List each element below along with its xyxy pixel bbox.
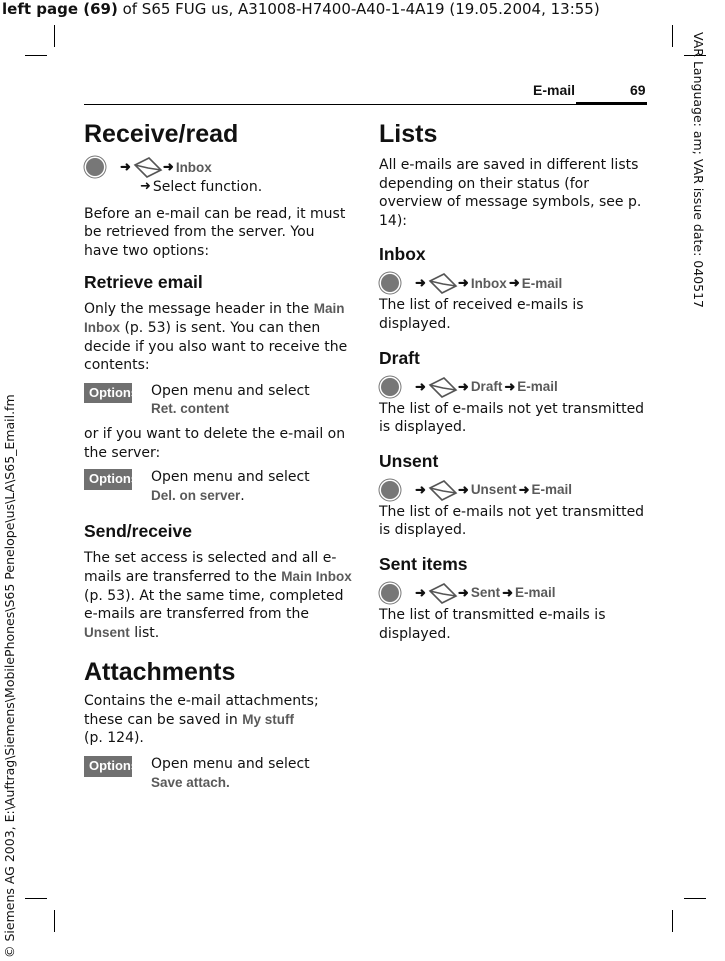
option-item-ret-content: Ret. content bbox=[151, 401, 230, 417]
arrow-right-icon: ➜ bbox=[457, 584, 469, 600]
send-main-inbox: Main Inbox bbox=[281, 568, 352, 584]
arrow-right-icon: ➜ bbox=[504, 378, 516, 394]
option-row-del-server bbox=[84, 468, 352, 505]
paragraph-send-receive bbox=[84, 549, 352, 642]
envelope-icon bbox=[428, 582, 458, 604]
heading-sent-items: Sent items bbox=[379, 553, 468, 574]
heading-receive-read: Receive/read bbox=[84, 120, 239, 148]
arrow-right-icon: ➜ bbox=[502, 584, 513, 600]
heading-send-receive: Send/receive bbox=[84, 521, 192, 542]
paragraph-retrieve bbox=[84, 300, 352, 374]
option-row-ret-content bbox=[84, 382, 352, 419]
option-description bbox=[151, 468, 310, 505]
arrow-right-icon: ➜ bbox=[415, 584, 426, 600]
option-text: Open menu and select bbox=[151, 382, 310, 399]
crop-mark bbox=[672, 910, 673, 932]
print-header-rest: of S65 FUG us, A31008-H7400-A40-1-4A19 (19.05.2004, 13:55) bbox=[117, 0, 600, 18]
option-row-save-attach bbox=[84, 755, 352, 792]
arrow-right-icon: ➜ bbox=[140, 179, 151, 194]
menu-item-unsent: Unsent bbox=[470, 482, 517, 498]
arrow-right-icon: ➜ bbox=[162, 159, 174, 174]
paragraph-draft: The list of e-mails not yet transmitted is displayed. bbox=[379, 400, 645, 436]
menu-item-sent: Sent bbox=[470, 585, 501, 601]
arrow-right-icon: ➜ bbox=[457, 481, 469, 497]
menu-item-inbox: Inbox bbox=[175, 159, 212, 175]
page-number: 69 bbox=[630, 82, 646, 98]
select-function-text: Select function. bbox=[152, 179, 263, 195]
heading-attachments: Attachments bbox=[84, 658, 236, 687]
option-text: Open menu and select bbox=[151, 756, 310, 773]
joystick-press-icon bbox=[381, 378, 399, 396]
menu-path-inbox bbox=[379, 272, 647, 294]
envelope-icon bbox=[428, 272, 458, 294]
options-softkey: Options bbox=[84, 469, 132, 490]
menu-item-email: E-mail bbox=[514, 585, 556, 601]
attach-my-stuff: My stuff bbox=[242, 711, 294, 727]
arrow-right-icon: ➜ bbox=[457, 275, 469, 291]
option-item-save-attach: Save attach. bbox=[151, 774, 230, 790]
send-unsent: Unsent bbox=[84, 624, 130, 640]
right-column bbox=[379, 118, 647, 643]
joystick-press-icon bbox=[381, 481, 399, 499]
arrow-right-icon: ➜ bbox=[457, 378, 469, 394]
option-period: . bbox=[240, 487, 245, 504]
menu-path-draft bbox=[379, 376, 647, 398]
paragraph-or-delete: or if you want to delete the e-mail on the server: bbox=[84, 425, 346, 461]
option-description bbox=[151, 382, 310, 419]
paragraph-attachments bbox=[84, 692, 352, 748]
menu-path-receive bbox=[84, 156, 352, 178]
retrieve-text-1: Only the message header in the bbox=[84, 301, 314, 318]
header-rule bbox=[84, 104, 647, 105]
paragraph-unsent: The list of e-mails not yet transmitted is displayed. bbox=[379, 503, 645, 539]
crop-mark bbox=[672, 25, 673, 47]
paragraph-sent: The list of transmitted e-mails is displayed. bbox=[379, 606, 606, 642]
joystick-press-icon bbox=[86, 158, 104, 176]
menu-path-sent bbox=[379, 582, 647, 604]
crop-mark bbox=[25, 898, 47, 899]
heading-unsent: Unsent bbox=[379, 450, 439, 471]
envelope-icon bbox=[133, 156, 163, 178]
paragraph-receive-intro: Before an e-mail can be read, it must be retrieved from the server. You have two options: bbox=[84, 205, 346, 259]
menu-item-email: E-mail bbox=[531, 482, 572, 498]
options-softkey: Options bbox=[84, 756, 132, 777]
print-header-bold: left page (69) bbox=[2, 0, 118, 18]
arrow-right-icon: ➜ bbox=[415, 481, 426, 497]
print-header-line bbox=[2, 0, 600, 18]
crop-mark bbox=[54, 910, 55, 932]
menu-item-inbox: Inbox bbox=[470, 275, 507, 291]
arrow-right-icon: ➜ bbox=[415, 378, 426, 394]
menu-path-unsent bbox=[379, 479, 647, 501]
joystick-press-icon bbox=[381, 274, 399, 292]
arrow-right-icon: ➜ bbox=[508, 275, 520, 291]
left-column bbox=[84, 118, 352, 792]
arrow-right-icon: ➜ bbox=[518, 481, 530, 497]
running-header-title: E-mail bbox=[533, 82, 576, 98]
paragraph-lists-intro: All e-mails are saved in different lists depending on their status (for overview of message symbols, see p. 14): bbox=[379, 157, 642, 229]
arrow-right-icon: ➜ bbox=[415, 275, 426, 291]
menu-item-email: E-mail bbox=[517, 379, 558, 395]
option-text: Open menu and select bbox=[151, 469, 310, 486]
option-description bbox=[151, 755, 310, 792]
heading-draft: Draft bbox=[379, 347, 420, 368]
attach-text-2: (p. 124). bbox=[84, 730, 144, 747]
retrieve-main-inbox: Main Inbox bbox=[84, 301, 345, 335]
envelope-icon bbox=[428, 376, 458, 398]
envelope-icon bbox=[428, 479, 458, 501]
heading-inbox: Inbox bbox=[379, 244, 426, 265]
send-text-1: The set access is selected and all e-mails are transferred to the bbox=[84, 550, 337, 585]
send-text-3: list. bbox=[129, 624, 160, 641]
arrow-right-icon: ➜ bbox=[120, 159, 131, 174]
menu-item-email: E-mail bbox=[521, 275, 563, 291]
crop-mark bbox=[684, 898, 706, 899]
menu-path-select bbox=[140, 178, 352, 197]
crop-mark bbox=[25, 55, 47, 56]
header-rule-thick bbox=[576, 102, 647, 105]
side-note-left: © Siemens AG 2003, E:\Auftrag\Siemens\MobilePhones\S65 Penelope\us\LA\S65_Email.fm bbox=[2, 394, 17, 958]
options-softkey: Options bbox=[84, 383, 132, 404]
paragraph-inbox: The list of received e-mails is displayed. bbox=[379, 297, 584, 332]
menu-item-draft: Draft bbox=[470, 379, 503, 395]
retrieve-text-2: (p. 53) is sent. You can then decide if you also want to receive the contents: bbox=[84, 319, 348, 374]
heading-lists: Lists bbox=[379, 120, 438, 148]
joystick-press-icon bbox=[381, 584, 399, 602]
option-item-del-server: Del. on server bbox=[151, 487, 241, 503]
heading-retrieve-email: Retrieve email bbox=[84, 272, 203, 293]
side-note-right: VAR Language: am; VAR issue date: 040517 bbox=[691, 32, 706, 308]
attach-text-1: Contains the e-mail attachments; these can be saved in bbox=[84, 693, 319, 728]
crop-mark bbox=[54, 25, 55, 47]
send-text-2: (p. 53). At the same time, completed e-mails are transferred from the bbox=[84, 587, 344, 623]
